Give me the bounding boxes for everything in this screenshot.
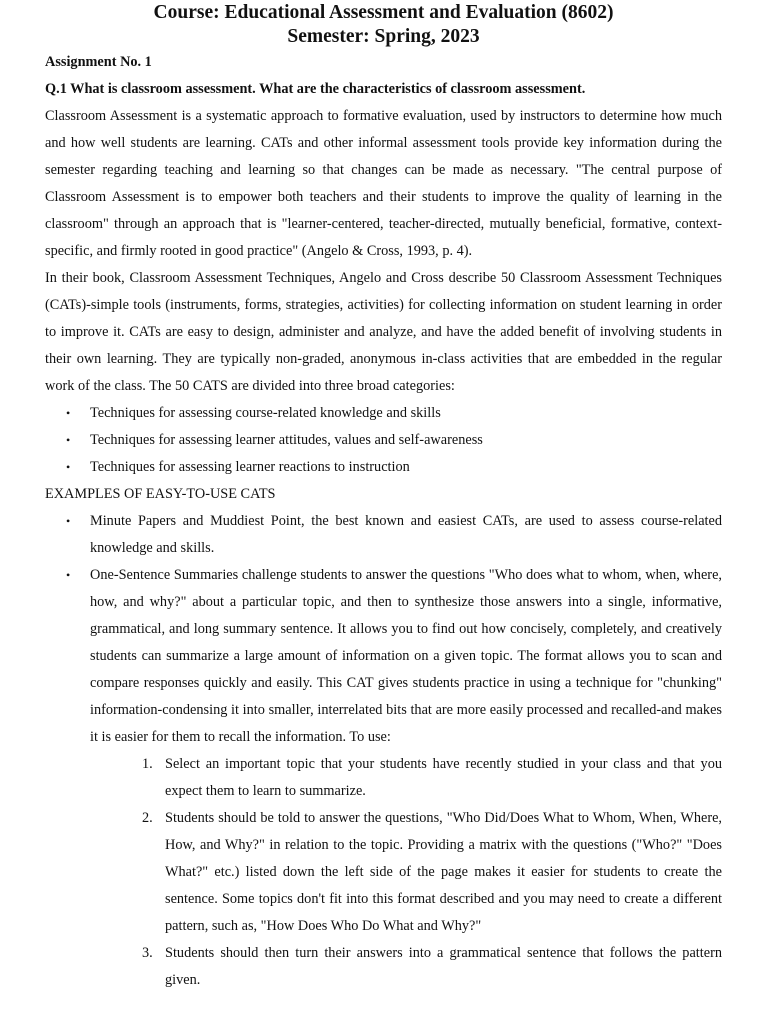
categories-list xyxy=(45,400,722,481)
step-number: 2. xyxy=(142,810,153,826)
list-item xyxy=(45,427,722,454)
list-item xyxy=(45,562,722,751)
list-item xyxy=(45,508,722,562)
list-item xyxy=(45,400,722,427)
list-item-text: Minute Papers and Muddiest Point, the best known and easiest CATs, are used to assess course-related knowledge and skills. xyxy=(90,513,722,556)
bullet-icon: • xyxy=(66,406,71,420)
assignment-label: Assignment No. 1 xyxy=(45,54,152,70)
examples-list xyxy=(45,508,722,751)
paragraph-intro: Classroom Assessment is a systematic approach to formative evaluation, used by instructors to determine how much and how well students are learning. CATs and other informal assessment tools provide key information during the semester regarding teaching and learning so that changes can be made as necessary. "The central purpose of Classroom Assessment is to empower both teachers and their students to improve the quality of learning in the classroom" through an approach that is "learner-centered, teacher-directed, mutually beneficial, formative, context-specific, and firmly rooted in good practice" (Angelo & Cross, 1993, p. 4). xyxy=(45,108,722,259)
list-item-text: Techniques for assessing learner reactions to instruction xyxy=(90,459,410,475)
semester-title: Semester: Spring, 2023 xyxy=(287,26,480,47)
question-heading: Q.1 What is classroom assessment. What are the characteristics of classroom assessment. xyxy=(45,81,586,97)
course-title: Course: Educational Assessment and Evaluation (8602) xyxy=(153,2,614,23)
bullet-icon: • xyxy=(66,433,71,447)
step-text: Students should then turn their answers into a grammatical sentence that follows the pattern given. xyxy=(165,945,722,988)
list-item-text: One-Sentence Summaries challenge students to answer the questions "Who does what to whom, when, where, how, and why?" about a particular topic, and then to synthesize those answers into a single, informative, grammatical, and long summary sentence. It allows you to find out how concisely, completely, and creatively students can summarize a large amount of information on a given topic. The format allows you to scan and compare responses quickly and easily. This CAT gives students practice in using a technique for "chunking" information-condensing it into smaller, interrelated bits that are more easily processed and recalled-and makes it is easier for them to recall the information. To use: xyxy=(90,567,722,745)
examples-heading: EXAMPLES OF EASY-TO-USE CATS xyxy=(45,486,276,502)
step-item xyxy=(45,751,722,805)
list-item xyxy=(45,454,722,481)
step-text: Select an important topic that your students have recently studied in your class and that you expect them to learn to summarize. xyxy=(165,756,722,799)
step-text: Students should be told to answer the questions, "Who Did/Does What to Whom, When, Where, How, and Why?" in relation to the topic. Providing a matrix with the questions ("Who?" "Does What?" etc.) listed down the left side of the page makes it easier for students to create the sentence. Some topics don't fit into this format described and you may need to create a different pattern, such as, "How Does Who Do What and Why?" xyxy=(165,810,722,934)
paragraph-angelo-cross: In their book, Classroom Assessment Techniques, Angelo and Cross describe 50 Classroom Assessment Techniques (CATs)-simple tools (instruments, forms, strategies, activities) for collecting information on student learning in order to improve it. CATs are easy to design, administer and analyze, and have the added benefit of involving students in their own learning. They are typically non-graded, anonymous in-class activities that are embedded in the regular work of the class. The 50 CATS are divided into three broad categories: xyxy=(45,270,722,394)
list-item-text: Techniques for assessing course-related knowledge and skills xyxy=(90,405,441,421)
step-number: 1. xyxy=(142,756,153,772)
list-item-text: Techniques for assessing learner attitudes, values and self-awareness xyxy=(90,432,483,448)
step-number: 3. xyxy=(142,945,153,961)
step-item xyxy=(45,940,722,994)
bullet-icon: • xyxy=(66,514,71,528)
bullet-icon: • xyxy=(66,460,71,474)
steps-list xyxy=(45,751,722,994)
bullet-icon: • xyxy=(66,568,71,582)
step-item xyxy=(45,805,722,940)
